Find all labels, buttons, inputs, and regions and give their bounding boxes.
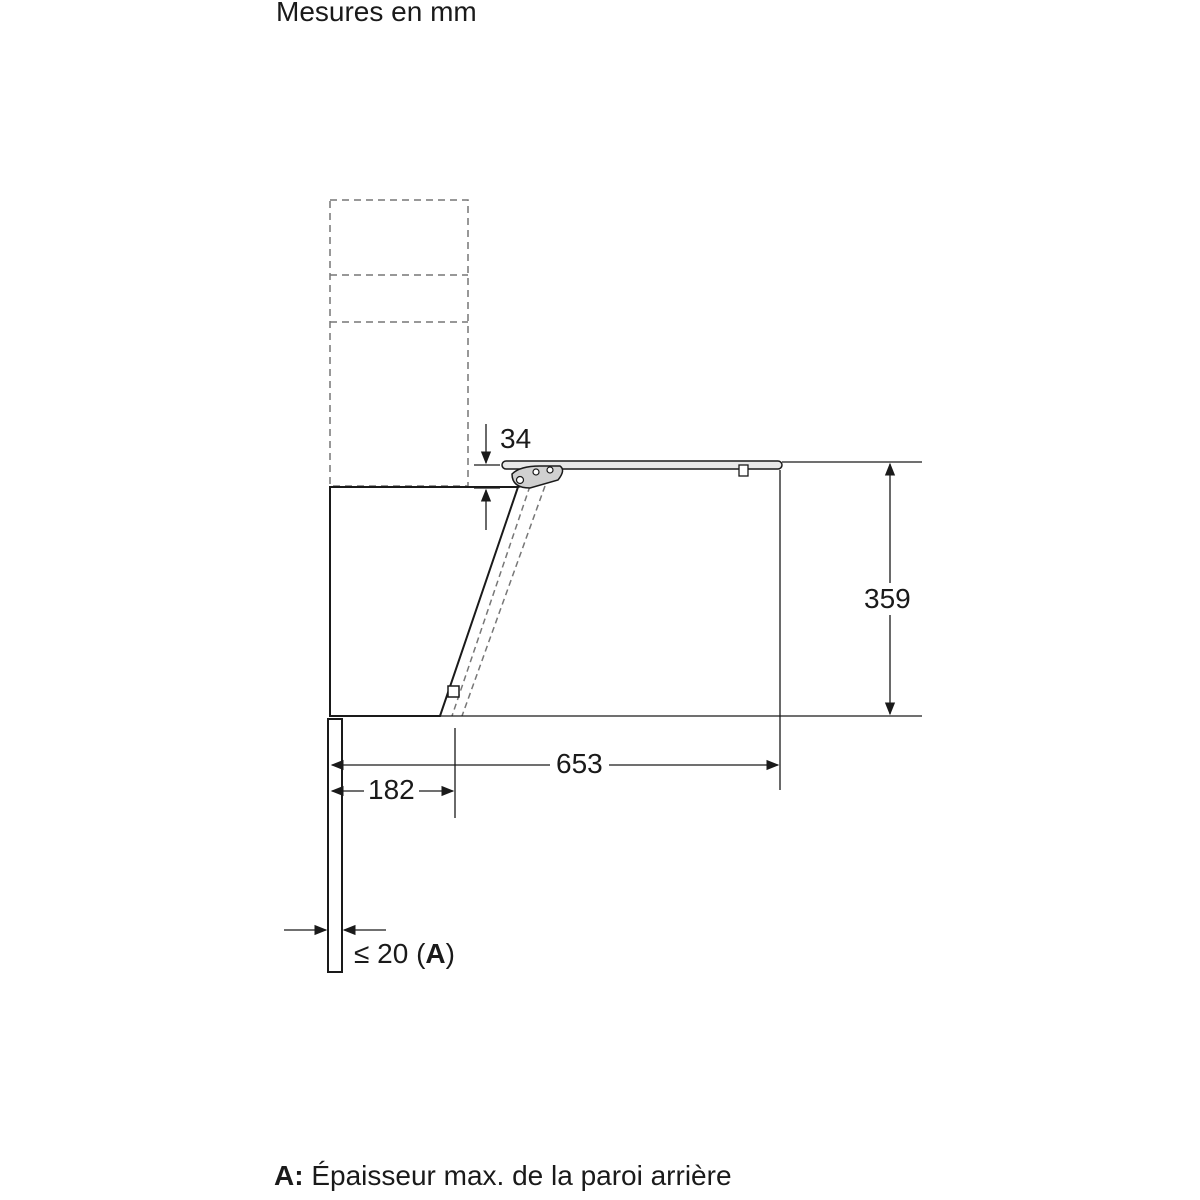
- plate-foot: [739, 465, 748, 476]
- dim-label-height: 359: [864, 583, 911, 614]
- legend-text: Épaisseur max. de la paroi arrière: [303, 1160, 732, 1191]
- hinge-pin: [517, 477, 524, 484]
- wall-thickness-value: ≤ 20 (: [354, 938, 426, 969]
- hood-body: [330, 487, 518, 716]
- legend-note: [274, 1160, 732, 1192]
- page-title: Mesures en mm: [276, 0, 477, 27]
- hinge-pin: [547, 467, 553, 473]
- back-wall: [328, 719, 342, 972]
- dim-label-gap: 34: [500, 423, 532, 454]
- legend-key: A:: [274, 1160, 304, 1191]
- dim-label-depth-hinge: 182: [364, 774, 419, 806]
- hinge-arm-hidden: [452, 486, 545, 716]
- wall-thickness-close: ): [445, 938, 455, 969]
- hinge-pin: [533, 469, 539, 475]
- dim-label-wall-thickness: [354, 938, 455, 970]
- arm-foot: [448, 686, 459, 697]
- chimney-outline-dashed: [330, 200, 468, 486]
- wall-thickness-ref: A: [425, 938, 446, 969]
- dim-label-depth-total: 653: [550, 748, 609, 780]
